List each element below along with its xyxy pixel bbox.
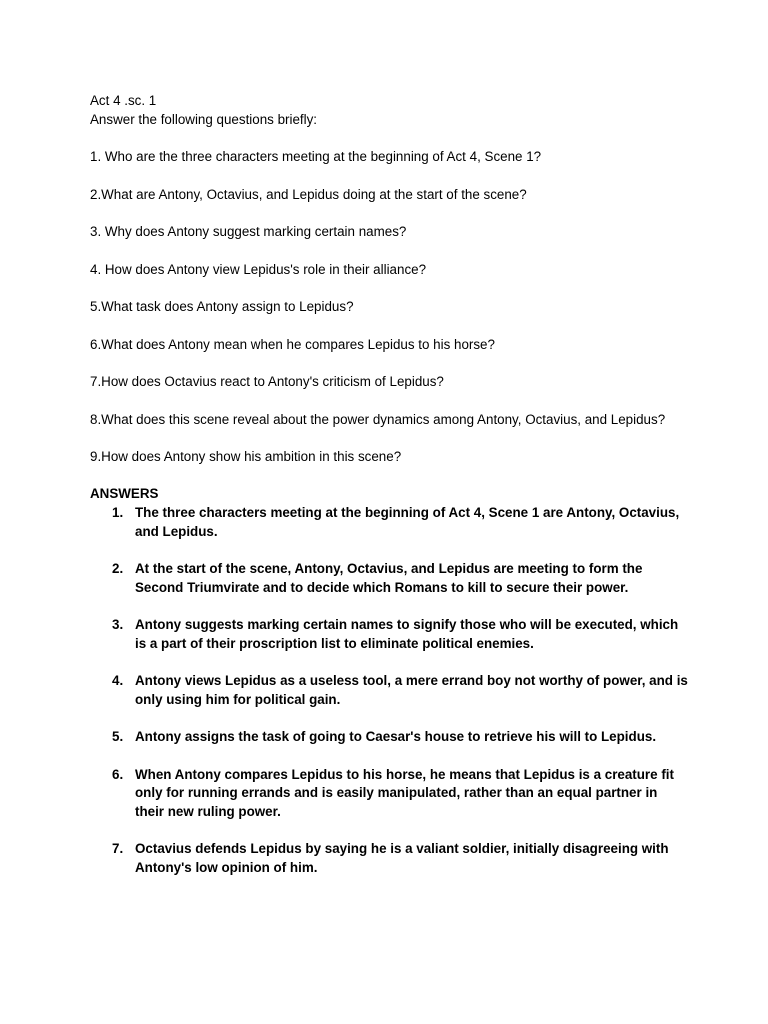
answer-number: 4. [112, 673, 124, 688]
answer-item [90, 616, 690, 653]
answers-list [90, 504, 690, 877]
instruction-text: Answer the following questions briefly: [90, 111, 318, 127]
answer-number: 3. [112, 617, 124, 632]
answers-heading: ANSWERS [90, 485, 159, 501]
question-item: 3. Why does Antony suggest marking certain names? [90, 224, 407, 239]
answer-text: Antony suggests marking certain names to signify those who will be executed, which is a part of their proscription list to eliminate political enemies. [135, 617, 679, 651]
answer-number: 5. [112, 729, 124, 744]
answer-item [90, 560, 690, 597]
answer-text: At the start of the scene, Antony, Octavius, and Lepidus are meeting to form the Second Triumvirate and to decide which Romans to kill to secure their power. [135, 561, 643, 595]
answer-item [90, 728, 690, 747]
document-title: Act 4 .sc. 1 [90, 93, 157, 108]
answer-text: Octavius defends Lepidus by saying he is a valiant soldier, initially disagreeing with Antony's low opinion of him. [135, 841, 669, 875]
answer-item [90, 504, 690, 541]
answer-number: 1. [112, 505, 124, 520]
question-item: 7.How does Octavius react to Antony's criticism of Lepidus? [90, 374, 444, 389]
answer-number: 6. [112, 766, 124, 782]
question-item: 2.What are Antony, Octavius, and Lepidus doing at the start of the scene? [90, 186, 527, 202]
answer-number: 2. [112, 561, 124, 576]
question-item: 9.How does Antony show his ambition in this scene? [90, 449, 402, 464]
question-item: 5.What task does Antony assign to Lepidus? [90, 299, 354, 314]
answer-number: 7. [112, 841, 124, 856]
answer-item [90, 840, 690, 877]
answer-text: The three characters meeting at the beginning of Act 4, Scene 1 are Antony, Octavius, and Lepidus. [135, 505, 680, 539]
answer-item [90, 766, 690, 822]
question-item: 6.What does Antony mean when he compares Lepidus to his horse? [90, 336, 495, 352]
questions-list [90, 148, 690, 467]
answer-text: Antony assigns the task of going to Caesar's house to retrieve his will to Lepidus. [135, 729, 657, 744]
question-item: 4. How does Antony view Lepidus's role in their alliance? [90, 261, 427, 277]
question-item: 1. Who are the three characters meeting at the beginning of Act 4, Scene 1? [90, 149, 542, 164]
answer-text: Antony views Lepidus as a useless tool, a mere errand boy not worthy of power, and is only using him for political gain. [135, 673, 688, 707]
answer-item [90, 672, 690, 709]
question-item: 8.What does this scene reveal about the power dynamics among Antony, Octavius, and Lepidus? [90, 411, 666, 427]
document-content [90, 92, 690, 896]
answer-text: When Antony compares Lepidus to his horse, he means that Lepidus is a creature fit only for running errands and is easily manipulated, rather than an equal partner in their new ruling power. [135, 766, 674, 819]
